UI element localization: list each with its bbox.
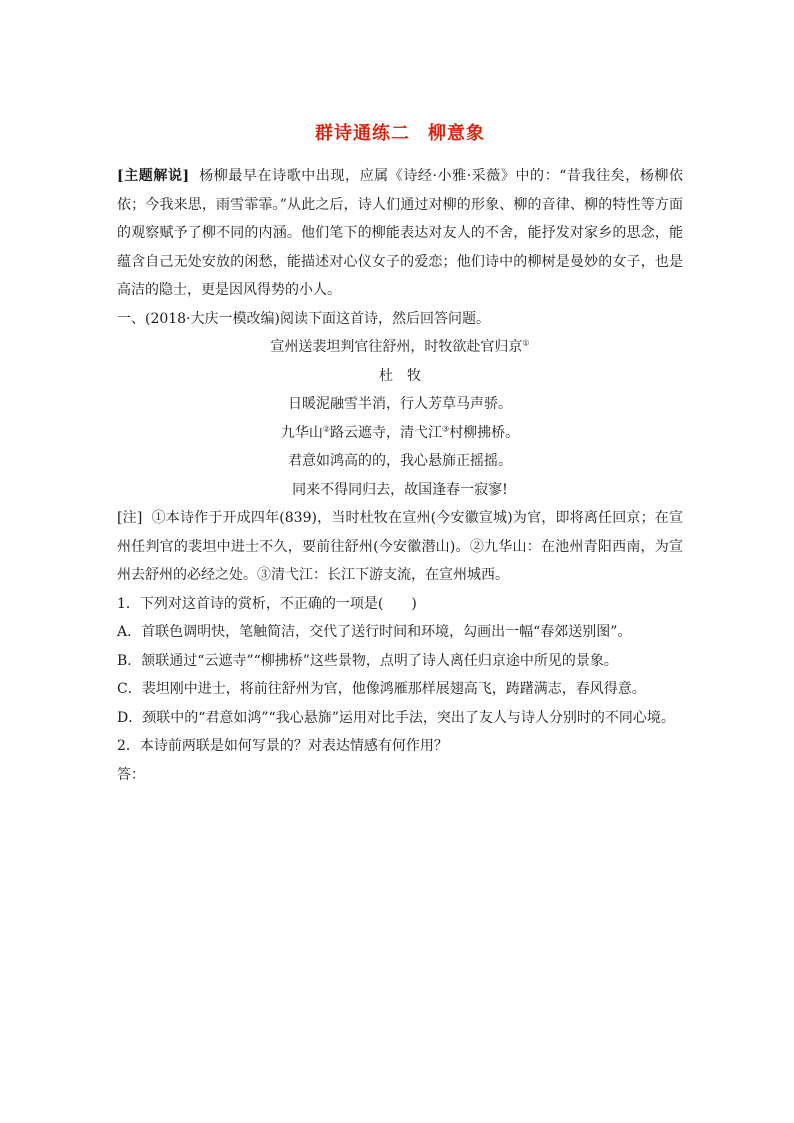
option-d: D．颈联中的“君意如鸿”“我心悬旆”运用对比手法，突出了友人与诗人分别时的不同心境。	[117, 709, 675, 726]
poem-title	[117, 333, 683, 362]
poem-line-2	[117, 419, 683, 448]
page-title	[117, 120, 683, 148]
poem-author-first: 杜	[379, 367, 393, 384]
poem	[117, 333, 683, 504]
notes-paragraph	[117, 504, 683, 590]
option-b: B．颔联通过“云遮寺”“柳拂桥”这些景物，点明了诗人离任归京途中所见的景象。	[117, 652, 618, 669]
title-part1: 群诗通练二	[315, 123, 410, 144]
document-page	[117, 120, 683, 849]
question-1: 1．下列对这首诗的赏析，不正确的一项是( )	[117, 595, 417, 612]
option-a: A．首联色调明快，笔触简洁，交代了送行时间和环境，勾画出一幅“春郊送别图”。	[117, 624, 632, 640]
poem-line-2-part2: 路云遮寺，清弋江	[330, 424, 442, 441]
poem-line-2-part3: 村柳拂桥。	[449, 424, 520, 441]
question-2: 2．本诗前两联是如何写景的？对表达情感有何作用？	[117, 738, 448, 754]
poem-line-2-note2: ③	[442, 423, 450, 433]
poem-author-second: 牧	[407, 367, 421, 384]
answer-space	[117, 789, 683, 849]
intro-paragraph	[117, 162, 683, 305]
poem-author	[117, 362, 683, 391]
poem-title-text: 宣州送裴坦判官往舒州，时牧欲赴官归京	[270, 339, 523, 355]
notes-tag: [注]	[117, 510, 143, 526]
poem-line-3: 君意如鸿高的的，我心悬旆正摇摇。	[288, 453, 512, 469]
poem-line-2-note1: ②	[322, 423, 330, 433]
poem-line-2-part1: 九华山	[280, 424, 323, 441]
intro-text: 杨柳最早在诗歌中出现，应属《诗经·小雅·采薇》中的：“昔我往矣，杨柳依依；今我来思，雨雪霏霏。”从此之后，诗人们通过对柳的形象、柳的音律、柳的特性等方面的观察赋予了柳不同的内涵。他们笔下的柳能表达对友人的不舍，能抒发对家乡的思念，能蕴含自己无处安放的闲愁，能描述对心仪女子的爱恋；他们诗中的柳树是曼妙的女子，也是高洁的隐士，更是因风得势的小人。	[117, 168, 683, 298]
option-c: C．裴坦刚中进士，将前往舒州为官，他像鸿雁那样展翅高飞，踌躇满志，春风得意。	[117, 681, 646, 697]
title-part2: 柳意象	[428, 123, 485, 144]
poem-line-4: 同来不得同归去，故国逢春一寂寥!	[292, 481, 508, 498]
poem-line-1: 日暖泥融雪半消，行人芳草马声骄。	[288, 396, 512, 412]
section-heading: 一、(2018·大庆一模改编)阅读下面这首诗，然后回答问题。	[117, 310, 491, 327]
answer-label: 答：	[117, 766, 145, 783]
intro-tag: [主题解说]	[117, 168, 190, 184]
notes-text: ①本诗作于开成四年(839)，当时杜牧在宣州(今安徽宣城)为官，即将离任回京；在宣州任判官的裴坦中进士不久，要前往舒州(今安徽潜山)。②九华山：在池州青阳西南，为宣州去舒州的必经之处。③清弋江：长江下游支流，在宣州城西。	[117, 510, 683, 583]
poem-title-note: ①	[522, 338, 530, 348]
